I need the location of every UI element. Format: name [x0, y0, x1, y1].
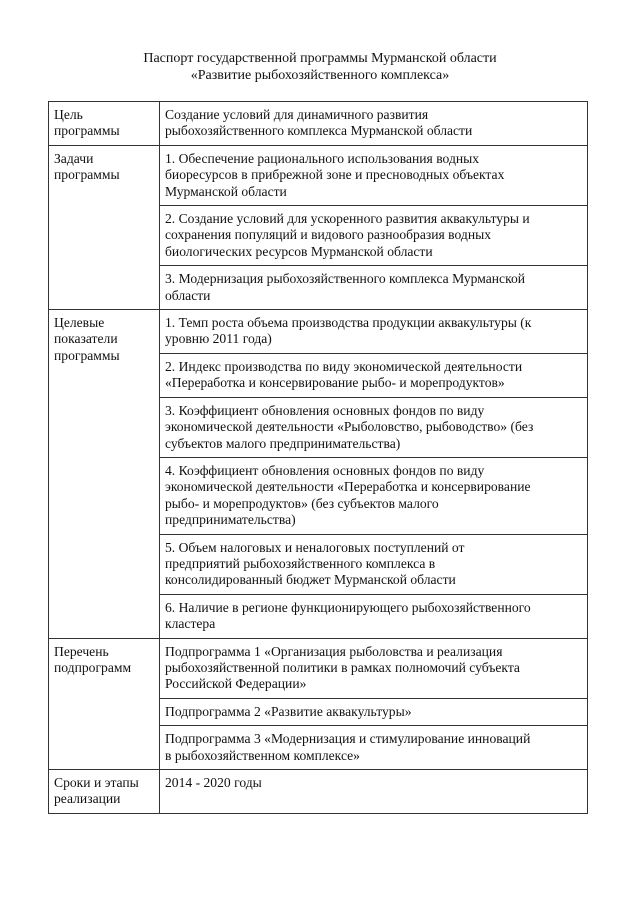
passport-table-body	[49, 102, 588, 814]
row-item-line: рыбохозяйственного комплекса Мурманской области	[165, 123, 473, 139]
row-label-line: Целевые	[54, 315, 105, 331]
row-item-line: экономической деятельности «Переработка и консервирование	[165, 479, 531, 495]
row-label	[49, 310, 160, 639]
row-item	[160, 310, 588, 354]
row-item-line: сохранения популяций и видового разнообразия водных	[165, 227, 492, 243]
title-line-1: Паспорт государственной программы Мурманской области	[143, 51, 497, 66]
row-item-line: Мурманской области	[165, 183, 287, 199]
row-item-line: 3. Коэффициент обновления основных фондов по виду	[165, 402, 485, 418]
row-item-line: «Переработка и консервирование рыбо- и морепродуктов»	[165, 375, 505, 391]
row-item-line: Подпрограмма 3 «Модернизация и стимулирование инноваций	[165, 731, 531, 747]
row-item-line: субъектов малого предпринимательства)	[165, 435, 401, 451]
row-item-line: 2. Индекс производства по виду экономической деятельности	[165, 358, 523, 374]
row-item-line: 2014 - 2020 годы	[165, 775, 262, 790]
row-item-line: 6. Наличие в регионе функционирующего рыбохозяйственного	[165, 599, 531, 615]
table-row	[49, 102, 588, 146]
row-item-line: консолидированный бюджет Мурманской области	[165, 572, 456, 588]
passport-table	[48, 101, 588, 814]
row-item	[160, 534, 588, 594]
row-label-line: Перечень	[54, 643, 109, 659]
table-row	[49, 310, 588, 354]
row-item	[160, 266, 588, 310]
row-item-line: Подпрограмма 1 «Организация рыболовства и реализация	[165, 643, 503, 659]
row-item	[160, 397, 588, 457]
row-label	[49, 145, 160, 309]
row-item-line: Подпрограмма 2 «Развитие аквакультуры»	[165, 703, 412, 719]
table-row	[49, 770, 588, 814]
document-title	[0, 50, 640, 84]
row-item	[160, 698, 588, 725]
row-label-line: Цель	[54, 107, 83, 122]
row-item-line: Российской Федерации»	[165, 676, 307, 692]
row-item-line: Создание условий для динамичного развития	[165, 107, 429, 122]
row-item-line: биоресурсов в прибрежной зоне и пресноводных объектах	[165, 167, 505, 183]
row-item-line: в рыбохозяйственном комплексе»	[165, 747, 360, 763]
row-item	[160, 726, 588, 770]
row-item-line: 4. Коэффициент обновления основных фондов по виду	[165, 462, 485, 478]
row-item-line: области	[165, 287, 211, 303]
row-label	[49, 770, 160, 814]
row-item-line: биологических ресурсов Мурманской области	[165, 243, 433, 259]
row-item	[160, 457, 588, 534]
row-item-line: кластера	[165, 616, 216, 632]
row-item	[160, 102, 588, 146]
row-item	[160, 594, 588, 638]
row-item-line: экономической деятельности «Рыболовство, рыбоводство» (без	[165, 419, 534, 435]
row-item-line: 1. Темп роста объема производства продукции аквакультуры (к	[165, 315, 532, 331]
title-line-2: «Развитие рыбохозяйственного комплекса»	[190, 68, 450, 83]
row-item-line: 5. Объем налоговых и неналоговых поступлений от	[165, 539, 465, 555]
row-label-line: Задачи	[54, 150, 94, 166]
row-item-line: предприятий рыбохозяйственного комплекса в	[165, 555, 436, 571]
row-item	[160, 353, 588, 397]
row-label-line: реализации	[54, 791, 121, 807]
row-label	[49, 638, 160, 769]
row-item-line: рыбохозяйственной политики в рамках полномочий субъекта	[165, 659, 520, 675]
row-label-line: программы	[54, 347, 120, 363]
row-label	[49, 102, 160, 146]
row-label-line: Сроки и этапы	[54, 775, 139, 790]
row-label-line: показатели	[54, 331, 118, 347]
row-label-line: программы	[54, 123, 120, 139]
row-item-line: 3. Модернизация рыбохозяйственного комплекса Мурманской	[165, 271, 526, 287]
row-item-line: рыбо- и морепродуктов» (без субъектов малого	[165, 495, 439, 511]
row-item	[160, 206, 588, 266]
table-row	[49, 145, 588, 205]
row-label-line: программы	[54, 167, 120, 183]
row-item-line: уровню 2011 года)	[165, 331, 272, 347]
row-item	[160, 638, 588, 698]
table-row	[49, 638, 588, 698]
row-label-line: подпрограмм	[54, 659, 132, 675]
row-item-line: 1. Обеспечение рационального использования водных	[165, 150, 480, 166]
row-item	[160, 770, 588, 814]
row-item-line: 2. Создание условий для ускоренного развития аквакультуры и	[165, 211, 530, 227]
row-item	[160, 145, 588, 205]
row-item-line: предпринимательства)	[165, 512, 296, 528]
